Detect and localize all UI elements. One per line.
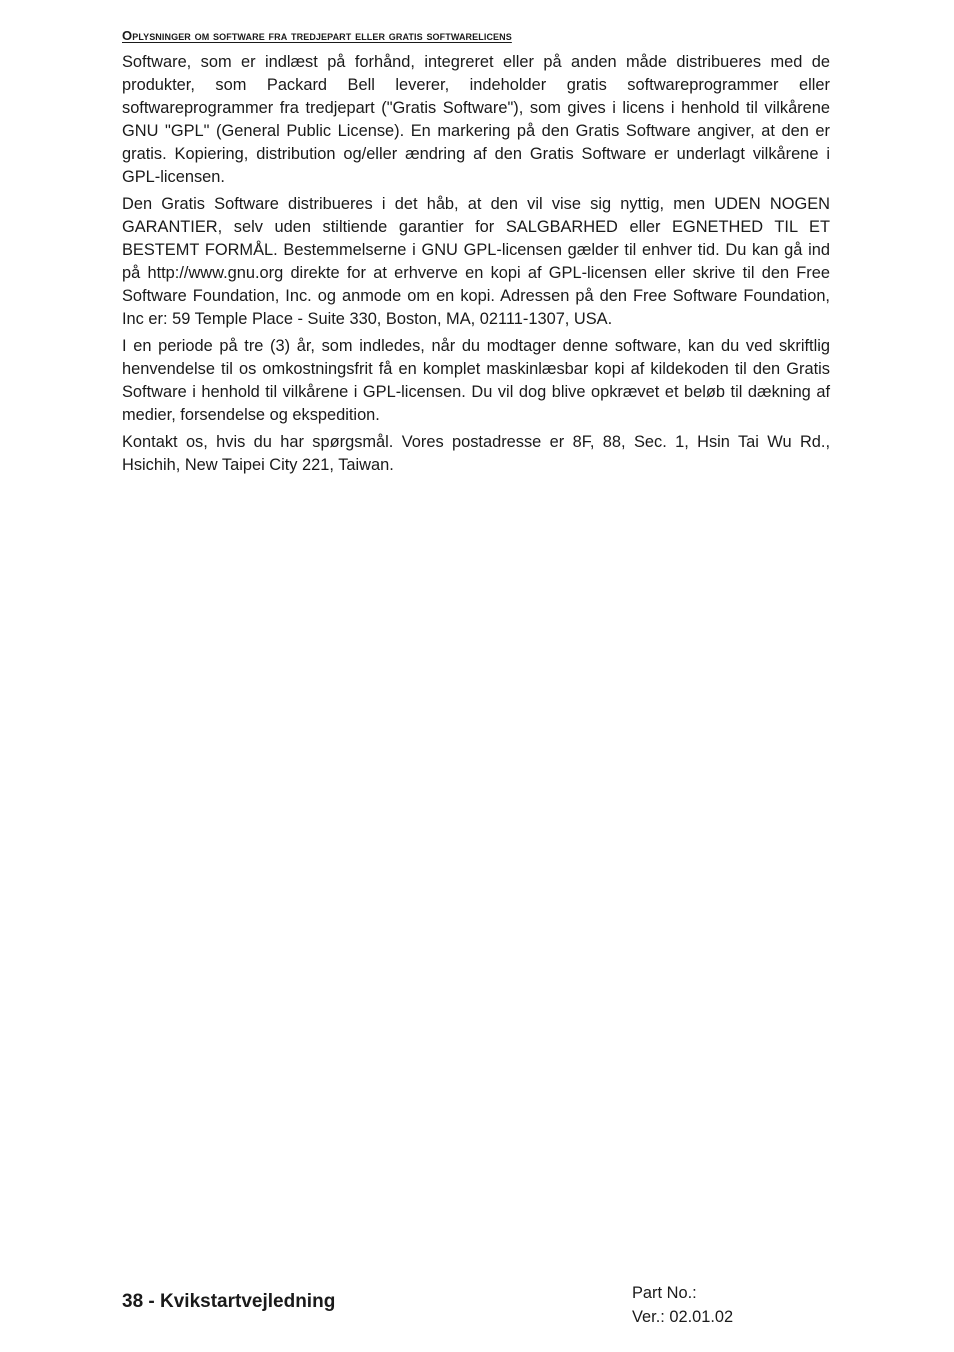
license-section (122, 26, 830, 481)
paragraph-license-intro: Software, som er indlæst på forhånd, integreret eller på anden måde distribueres med de produkter, som Packard Bell leverer, indeholder gratis softwareprogrammer eller softwareprogrammer fra tredjepart ("Gratis Software"), som gives i licens i henhold til vilkårene GNU "GPL" (General Public License). En markering på den Gratis Software angiver, at den er gratis. Kopiering, distribution og/eller ændring af den Gratis Software er underlagt vilkårene i GPL-licensen. (122, 53, 830, 186)
footer-version: Ver.: 02.01.02 (632, 1308, 734, 1326)
section-heading: Oplysninger om software fra tredjepart eller gratis softwarelicens (122, 28, 512, 43)
footer-part-info (632, 1281, 733, 1329)
paragraph-contact: Kontakt os, hvis du har spørgsmål. Vores postadresse er 8F, 88, Sec. 1, Hsin Tai Wu Rd., Hsichih, New Taipei City 221, Taiwan. (122, 433, 830, 474)
footer-page-label: 38 - Kvikstartvejledning (122, 1291, 336, 1312)
footer-part-no: Part No.: (632, 1284, 697, 1302)
paragraph-source-offer: I en periode på tre (3) år, som indledes, når du modtager denne software, kan du ved skriftlig henvendelse til os omkostningsfrit få en komplet maskinlæsbar kopi af kildekoden til den Gratis Software i henhold til vilkårene i GPL-licensen. Du vil dog blive opkrævet et beløb til dækning af medier, forsendelse og ekspedition. (122, 337, 830, 424)
paragraph-warranty: Den Gratis Software distribueres i det håb, at den vil vise sig nyttig, men UDEN NOGEN GARANTIER, selv uden stiltiende garantier for SALGBARHED eller EGNETHED TIL ET BESTEMT FORMÅL. Bestemmelserne i GNU GPL-licensen gælder til enhver tid. Du kan gå ind på http://www.gnu.org direkte for at erhverve en kopi af GPL-licensen eller skrive til den Free Software Foundation, Inc. og anmode om en kopi. Adressen på den Free Software Foundation, Inc er: 59 Temple Place - Suite 330, Boston, MA, 02111-1307, USA. (122, 195, 830, 328)
